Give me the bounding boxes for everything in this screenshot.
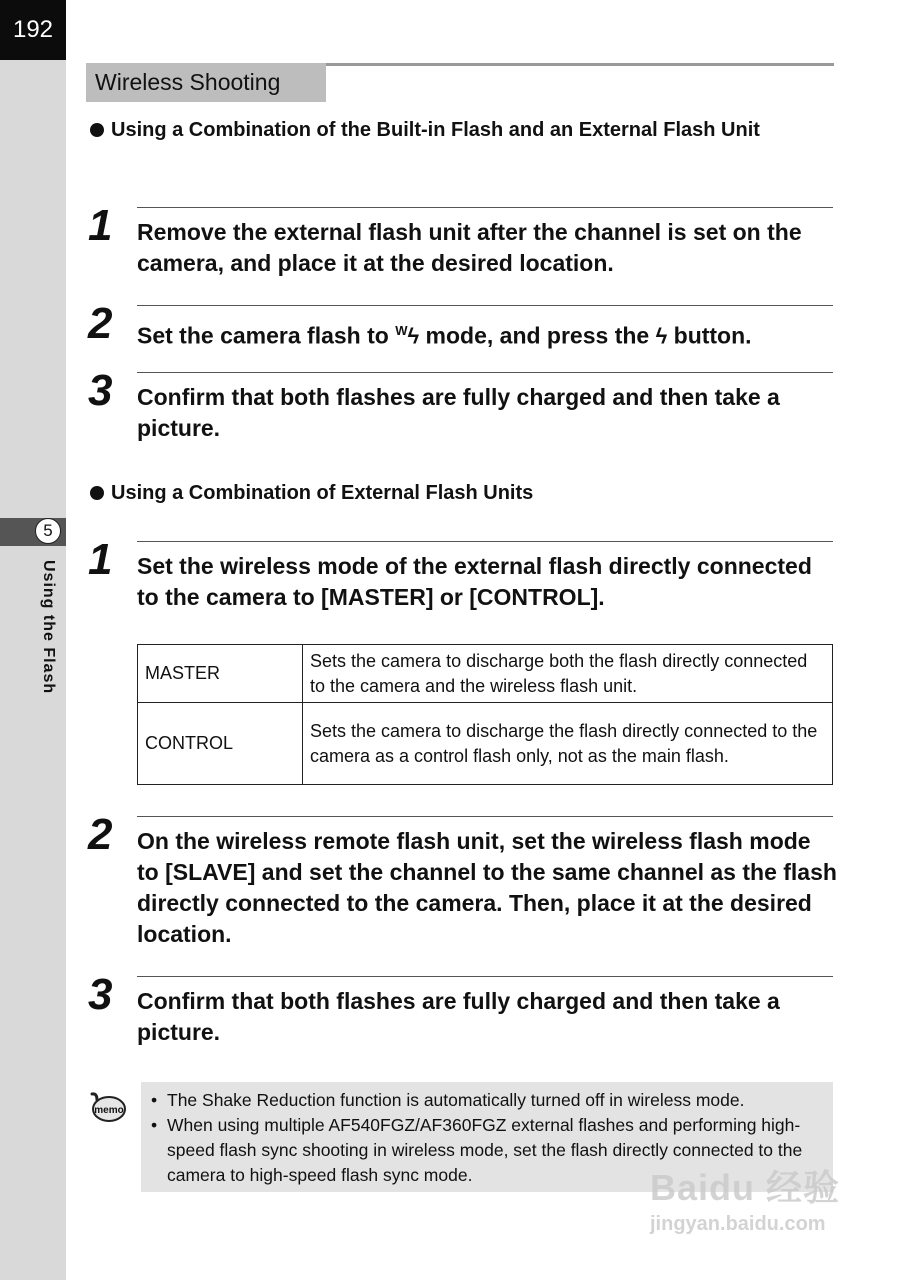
step-text-part: mode, and press the xyxy=(419,322,656,349)
watermark xyxy=(650,1160,840,1236)
chapter-number: 5 xyxy=(35,518,61,544)
list-item xyxy=(151,1088,823,1113)
step-text xyxy=(137,315,837,352)
step-text-part: button. xyxy=(667,322,752,349)
memo-icon-label: memo xyxy=(94,1105,124,1116)
memo-text: When using multiple AF540FGZ/AF360FGZ external flashes and performing high-speed flash sync shooting in wireless mode, set the flash directly connected to the camera to high-speed flash sync mode. xyxy=(167,1115,803,1185)
table-cell-mode: CONTROL xyxy=(138,703,303,785)
step-divider xyxy=(137,816,833,817)
bullet-dot xyxy=(90,486,104,500)
bullet-dot xyxy=(90,123,104,137)
flash-icon: ϟ xyxy=(407,323,420,349)
step-text: Remove the external flash unit after the channel is set on the camera, and place it at the desired location. xyxy=(137,219,802,276)
step-number: 3 xyxy=(88,366,113,415)
step-text: Set the wireless mode of the external flash directly connected to the camera to [MASTER] or [CONTROL]. xyxy=(137,553,812,610)
subsection-heading xyxy=(90,116,820,144)
table-cell-description: Sets the camera to discharge both the flash directly connected to the camera and the wireless flash unit. xyxy=(303,645,833,703)
bullet: • xyxy=(151,1115,158,1135)
step-text: Confirm that both flashes are fully charged and then take a picture. xyxy=(137,384,780,441)
step-divider xyxy=(137,541,833,542)
table-cell-description: Sets the camera to discharge the flash directly connected to the camera as a control flash only, not as the main flash. xyxy=(303,703,833,785)
subsection-heading-text: Using a Combination of the Built-in Flash and an External Flash Unit xyxy=(111,119,760,141)
bullet: • xyxy=(151,1090,158,1110)
table-cell-mode: MASTER xyxy=(138,645,303,703)
subsection-heading xyxy=(90,479,820,507)
step-number: 2 xyxy=(88,299,113,348)
step-divider xyxy=(137,372,833,373)
step-divider xyxy=(137,305,833,306)
table-row xyxy=(138,703,833,785)
mode-table xyxy=(137,644,833,785)
step-number: 1 xyxy=(88,535,113,584)
page-number: 192 xyxy=(0,0,66,60)
step-number: 2 xyxy=(88,810,113,859)
flash-icon: ϟ xyxy=(655,323,668,349)
section-title: Wireless Shooting xyxy=(86,63,326,102)
step-number: 1 xyxy=(88,201,113,250)
memo-text: The Shake Reduction function is automatically turned off in wireless mode. xyxy=(167,1090,745,1110)
step-text-part: Set the camera flash to xyxy=(137,322,396,349)
memo-icon xyxy=(88,1090,126,1124)
step-text: Confirm that both flashes are fully charged and then take a picture. xyxy=(137,988,780,1045)
step-number: 3 xyxy=(88,970,113,1019)
wireless-w-label: W xyxy=(395,323,408,338)
chapter-label: Using the Flash xyxy=(40,560,57,695)
step-divider xyxy=(137,207,833,208)
watermark-brand: Baidu 经验 xyxy=(650,1167,841,1208)
table-row xyxy=(138,645,833,703)
step-text: On the wireless remote flash unit, set the wireless flash mode to [SLAVE] and set the channel to the same channel as the flash directly connected to the camera. Then, place it at the desired location. xyxy=(137,828,837,947)
watermark-url: jingyan.baidu.com xyxy=(650,1213,826,1235)
subsection-heading-text: Using a Combination of External Flash Units xyxy=(111,482,534,504)
step-divider xyxy=(137,976,833,977)
